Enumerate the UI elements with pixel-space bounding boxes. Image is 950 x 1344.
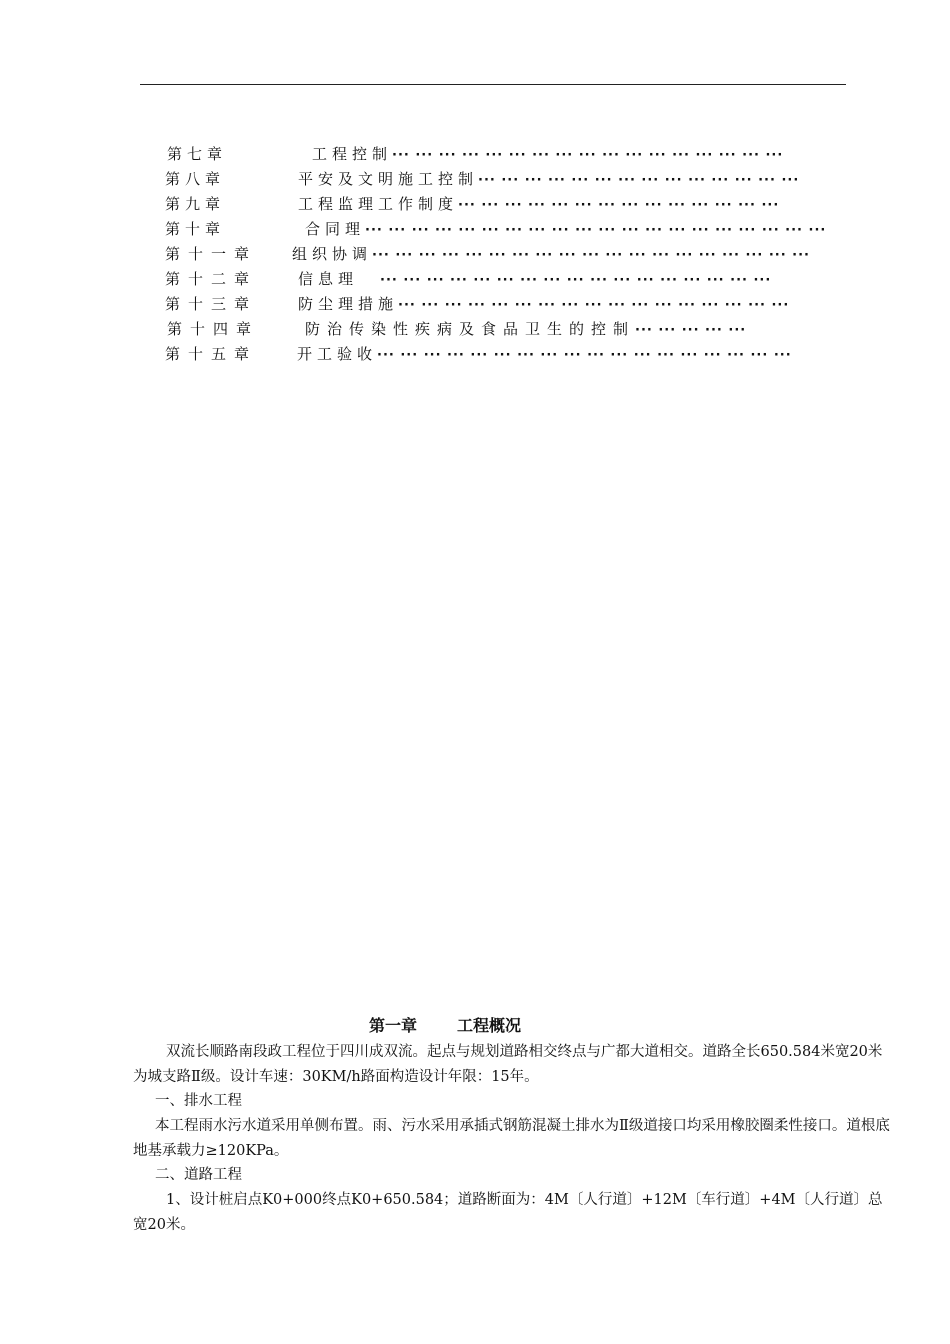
toc-leader-dots: ··· ··· ··· ··· ··· ··· ··· ··· ··· ··· ··· ··· ··· ··· ··· ··· ··· ··· ··· xyxy=(372,248,810,263)
toc-chapter-title: 平安及文明施工控制··· ··· ··· ··· ··· ··· ··· ··· ··· ··· ··· ··· ··· ··· xyxy=(298,170,800,188)
toc-chapter-title: 合同理··· ··· ··· ··· ··· ··· ··· ··· ··· ··· ··· ··· ··· ··· ··· ··· ··· ··· ··· ··· xyxy=(305,220,827,238)
toc-leader-dots: ··· ··· ··· ··· ··· ··· ··· ··· ··· ··· ··· ··· ··· ··· ··· ··· ··· xyxy=(398,298,790,313)
paragraph-project-location: 双流长顺路南段政工程位于四川成双流。起点与规划道路相交终点与广都大道相交。道路全长650.584米宽20米为城支路Ⅱ级。设计车速：30KM/h路面构造设计年限：15年。 xyxy=(133,1044,883,1085)
toc-chapter-number: 第十一章 xyxy=(165,245,258,263)
toc-chapter-title: 开工验收··· ··· ··· ··· ··· ··· ··· ··· ··· ··· ··· ··· ··· ··· ··· ··· ··· ··· xyxy=(297,345,792,363)
toc-leader-dots: ··· ··· ··· ··· ··· ··· ··· ··· ··· ··· ··· ··· ··· ··· ··· ··· ··· xyxy=(380,273,772,288)
toc-chapter-title: 工程监理工作制度··· ··· ··· ··· ··· ··· ··· ··· ··· ··· ··· ··· ··· ··· xyxy=(298,195,780,213)
chapter-heading xyxy=(0,1015,890,1037)
toc-chapter-number: 第七章 xyxy=(167,145,228,163)
chapter-title: 工程概况 xyxy=(457,1016,522,1035)
section-heading-road: 二、道路工程 xyxy=(155,1167,242,1183)
toc-chapter-number: 第十章 xyxy=(165,220,226,238)
toc-leader-dots: ··· ··· ··· ··· ··· ··· ··· ··· ··· ··· ··· ··· ··· ··· xyxy=(478,173,800,188)
toc-leader-dots: ··· ··· ··· ··· ··· ··· ··· ··· ··· ··· ··· ··· ··· ··· ··· ··· ··· ··· xyxy=(377,348,792,363)
toc-chapter-number: 第九章 xyxy=(165,195,226,213)
toc-chapter-number: 第十二章 xyxy=(165,270,258,288)
toc-chapter-number: 第十三章 xyxy=(165,295,258,313)
toc-leader-dots: ··· ··· ··· ··· ··· xyxy=(635,323,747,338)
toc-chapter-title: 工程控制··· ··· ··· ··· ··· ··· ··· ··· ··· ··· ··· ··· ··· ··· ··· ··· ··· xyxy=(312,145,784,163)
toc-chapter-title: 信息理 ··· ··· ··· ··· ··· ··· ··· ··· ··· ··· ··· ··· ··· ··· ··· ··· ··· xyxy=(298,270,772,288)
toc-leader-dots: ··· ··· ··· ··· ··· ··· ··· ··· ··· ··· ··· ··· ··· ··· xyxy=(458,198,780,213)
paragraph-road-section: 1、设计桩启点K0+000终点K0+650.584；道路断面为：4M〔人行道〕+12M〔车行道〕+4M〔人行道〕总宽20米。 xyxy=(133,1192,883,1233)
chapter-number: 第一章 xyxy=(368,1016,417,1035)
toc-leader-dots: ··· ··· ··· ··· ··· ··· ··· ··· ··· ··· ··· ··· ··· ··· ··· ··· ··· ··· ··· ··· xyxy=(365,223,827,238)
toc-chapter-title: 防尘理措施··· ··· ··· ··· ··· ··· ··· ··· ··· ··· ··· ··· ··· ··· ··· ··· ··· xyxy=(298,295,790,313)
toc-chapter-number: 第十五章 xyxy=(165,345,258,363)
toc-chapter-title: 组织协调··· ··· ··· ··· ··· ··· ··· ··· ··· ··· ··· ··· ··· ··· ··· ··· ··· ··· ··· xyxy=(292,245,810,263)
toc-leader-dots: ··· ··· ··· ··· ··· ··· ··· ··· ··· ··· ··· ··· ··· ··· ··· ··· ··· xyxy=(392,148,784,163)
section-heading-drainage: 一、排水工程 xyxy=(155,1093,242,1109)
paragraph-drainage: 本工程雨水污水道采用单侧布置。雨、污水采用承插式钢筋混凝土排水为Ⅱ级道接口均采用橡胶圈柔性接口。道根底地基承载力≥120KPa。 xyxy=(133,1118,890,1159)
toc-chapter-number: 第十四章 xyxy=(167,320,260,338)
toc-chapter-number: 第八章 xyxy=(165,170,226,188)
header-rule xyxy=(140,84,846,85)
toc-chapter-title: 防治传染性疾病及食品卫生的控制··· ··· ··· ··· ··· xyxy=(305,320,747,338)
